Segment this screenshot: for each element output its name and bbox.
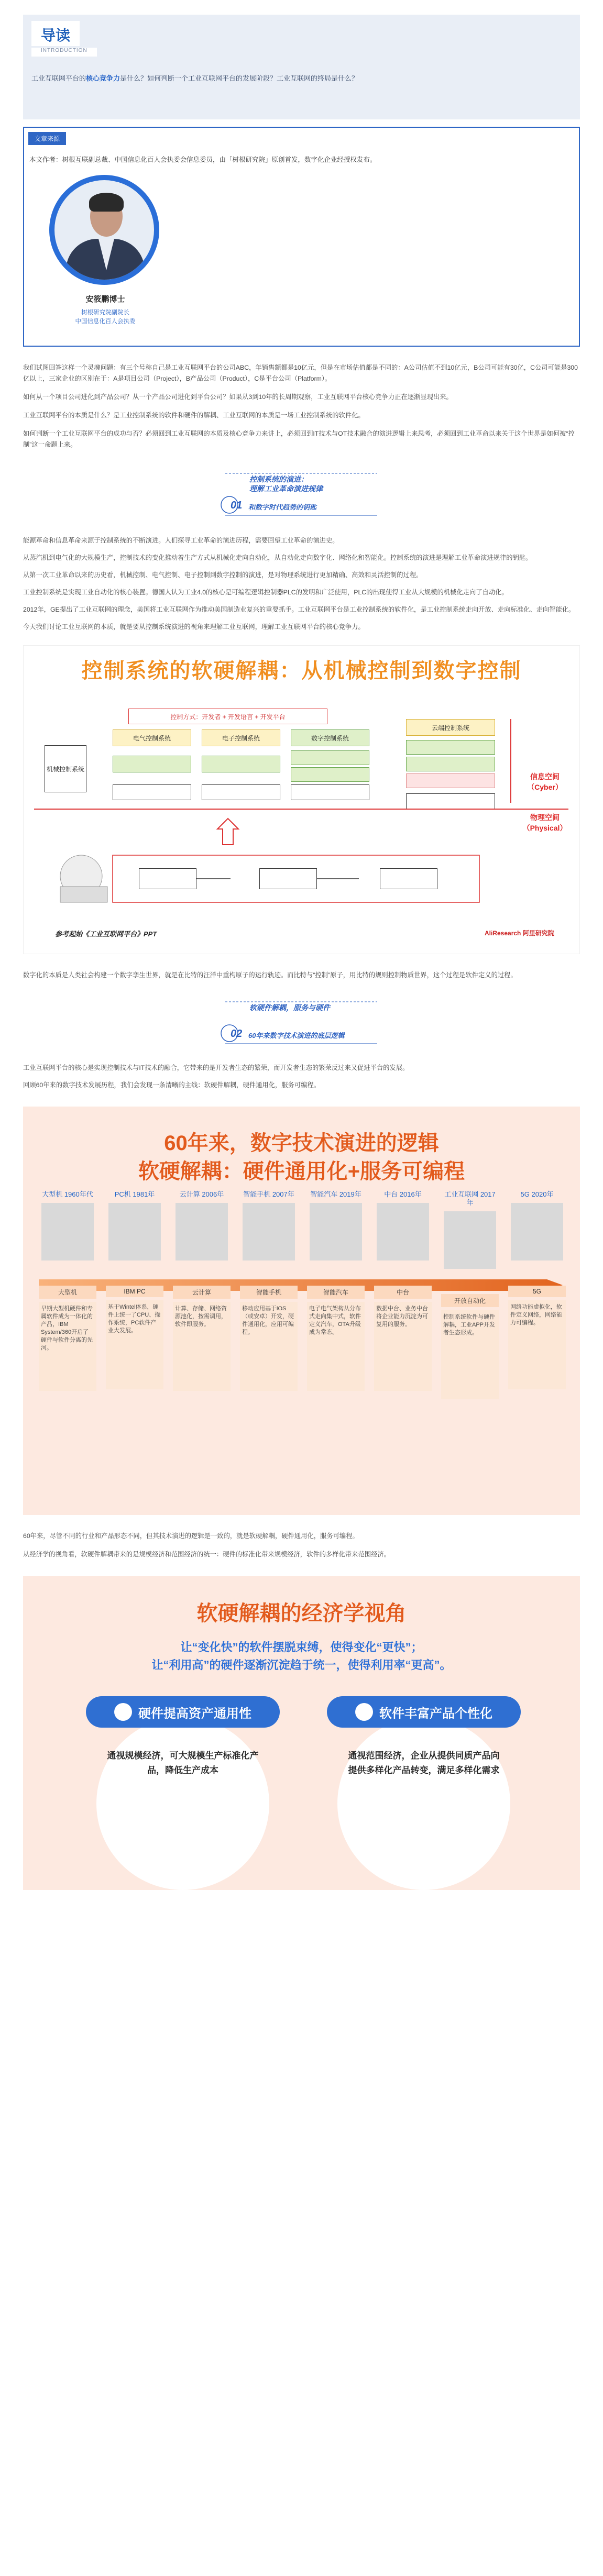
section-heading-2 (220, 991, 388, 1054)
section-1-number: 01 (231, 500, 243, 511)
era-label: 云计算 2006年 (179, 1190, 224, 1198)
bridge-paragraph: 从经济学的视角看，软硬件解耦带来的是规模经济和范围经济的统一：硬件的标准化带来规模经济，软件的多样化带来范围经济。 (23, 1551, 390, 1558)
era-column (240, 1190, 298, 1391)
era-column (441, 1190, 499, 1399)
control-system-diagram (23, 645, 580, 954)
era-label: 中台 2016年 (384, 1190, 422, 1198)
intro-paragraph: 如何判断一个工业互联网平台的成功与否？必须回到工业互联网的本质及核心竞争力来讲上，必须回到IT技术与OT技术融合的演进逻辑上来思考，必须回到工业革命以来关于这个世界是如何被“控制”这一命题上来。 (23, 430, 575, 448)
section-paragraph: 回顾60年来的数字技术发展历程，我们会发现一条清晰的主线：软硬件解耦，硬件通用化，服务可编程。 (23, 1081, 321, 1089)
era-description: 基于Wintel体系，硬件上统一了CPU、操作系统，PC软件产业大发展。 (106, 1300, 163, 1389)
era-name: 开放自动化 (441, 1294, 499, 1307)
section-2-title: 软硬件解耦，服务与硬件 (249, 1003, 330, 1012)
hardware-text: 通视规模经济，可大规模生产标准化产品，降低生产成本 (107, 1751, 259, 1775)
era-column (173, 1190, 231, 1391)
intro-highlight: 核心竞争力 (86, 74, 120, 82)
era-name: 大型机 (39, 1286, 96, 1299)
era-name: 5G (508, 1286, 566, 1297)
diagram-title: 60年来，数字技术演进的逻辑 (164, 1132, 439, 1155)
author-card (23, 127, 580, 347)
section-paragraph: 今天我们讨论工业互联网的本质，就是要从控制系统演进的视角来理解工业互联网，理解工业互联网平台的核心竞争力。 (23, 623, 365, 631)
software-pill: 软件丰富产品个性化 (327, 1696, 521, 1728)
era-label: 工业互联网 2017年 (444, 1190, 496, 1207)
section-decor-icon (220, 991, 388, 1054)
era-description: 移动应用基于iOS（或安卓）开发，硬件通用化，应用可编程。 (240, 1302, 298, 1391)
row-label-digital: 数字控制系统 (291, 729, 369, 746)
author-name: 安筱鹏博士 (85, 295, 125, 304)
section-2-subtitle: 60年来数字技术演进的底层逻辑 (248, 1032, 345, 1040)
diagram-title: 软硬解耦的经济学视角 (196, 1602, 407, 1625)
section-paragraph: 数字化的本质是人类社会构建一个数字孪生世界，就是在比特的汪洋中重构原子的运行轨迹。而比特与“控制”原子，用比特的规则控制物质世界，这个过程是软件定义的过程。 (23, 971, 517, 979)
section-2-number: 02 (231, 1028, 243, 1040)
hardware-icon (114, 1703, 132, 1721)
era-column (508, 1190, 566, 1389)
source-tag: 文章来源 (28, 132, 66, 145)
intro-title: 导读 (31, 21, 80, 46)
digital-evolution-diagram (23, 1107, 580, 1515)
era-image (511, 1203, 563, 1261)
hardware-pill: 硬件提高资产通用性 (86, 1696, 280, 1728)
intro-text: 工业互联网平台的核心竞争力是什么？如何判断一个工业互联网平台的发展阶段？工业互联网的终局是什么？ (31, 74, 359, 82)
era-description: 早期大型机硬件和专属软件成为一体化的产品，IBM System/360开启了硬件与软件分离的先河。 (39, 1302, 96, 1391)
section-paragraph: 工业互联网平台的核心是实现控制技术与IT技术的融合，它带来的是开发者生态的繁荣，而开发者生态的繁荣反过来又促进平台的发展。 (23, 1064, 409, 1071)
software-icon (355, 1703, 373, 1721)
bridge-paragraph: 60年来，尽管不同的行业和产品形态不同，但其技术演进的逻辑是一致的，就是软硬解耦，硬件通用化，服务可编程。 (23, 1532, 359, 1540)
intro-paragraph: 如何从一个项目公司进化到产品公司？从一个产品公司进化到平台公司？如果从3到10年的长周期观察，工业互联网平台核心竞争力正在逐渐显现出来。 (23, 393, 453, 401)
transmission-device-box (259, 868, 317, 889)
aliresearch-logo: AliResearch 阿里研究院 (485, 930, 554, 937)
article-page (0, 15, 603, 1911)
era-column (374, 1190, 432, 1391)
intro-paragraph: 工业互联网平台的本质是什么？是工业控制系统的软件和硬件的解耦、工业互联网的本质是一场工业控制系统的软件化。 (23, 412, 365, 419)
left-circle (96, 1717, 269, 1890)
author-title: 树根研究院副院长 中国信息化百人会执委 (75, 309, 136, 325)
era-label: PC机 1981年 (114, 1190, 155, 1198)
era-image (41, 1203, 94, 1261)
era-label: 智能手机 2007年 (243, 1190, 294, 1198)
era-column (106, 1190, 163, 1389)
era-image (243, 1203, 295, 1261)
era-name: IBM PC (106, 1286, 163, 1297)
era-name: 智能手机 (240, 1286, 298, 1299)
physical-space-label: 物理空间（Physical） (522, 813, 567, 832)
diagram-subtitle: 让“变化快”的软件摆脱束缚，使得变化“更快”； 让“利用高”的硬件逐渐沉淀趋于统一，使得利用率“更高”。 (151, 1641, 452, 1672)
avatar (49, 175, 159, 285)
era-description: 数据中台、业务中台将企业能力沉淀为可复用的服务。 (374, 1302, 432, 1391)
right-circle (337, 1717, 510, 1890)
era-image (176, 1203, 228, 1261)
era-image (444, 1211, 496, 1269)
diagram-subtitle: 软硬解耦：硬件通用化+服务可编程 (138, 1160, 465, 1183)
section-paragraph: 2012年，GE提出了工业互联网的理念，美国将工业互联网作为推动美国制造业复兴的重要抓手。工业互联网平台是工业控制系统的软件化，是工业控制系统走向开放、走向标准化、走向智能化。 (23, 606, 575, 613)
row-label-electrical: 电气控制系统 (113, 729, 191, 746)
section-1-subtitle: 和数字时代趋势的钥匙 (248, 503, 317, 511)
era-label: 5G 2020年 (520, 1190, 554, 1198)
row-label-mechanical: 机械控制系统 (45, 745, 86, 792)
era-label: 大型机 1960年代 (42, 1190, 93, 1198)
era-image (377, 1203, 429, 1261)
section-heading-1 (220, 463, 388, 526)
era-name: 智能汽车 (307, 1286, 365, 1299)
era-image (310, 1203, 362, 1261)
actuator-device-box (380, 868, 437, 889)
author-photo (49, 175, 159, 285)
intro-box (23, 15, 580, 119)
era-description: 电子电气架构从分布式走向集中式，软件定义汽车，OTA升级成为常态。 (307, 1302, 365, 1391)
era-description: 控制系统软件与硬件解耦，工业APP开发者生态形成。 (441, 1310, 499, 1399)
row-label-electronic: 电子控制系统 (202, 729, 280, 746)
section-paragraph: 从蒸汽机到电气化的大规模生产，控制技术的变化推动着生产方式从机械化走向自动化，从自动化走向数字化、网络化和智能化。控制系统的演进是理解工业革命演进规律的钥匙。 (23, 554, 532, 561)
section-paragraph: 能源革命和信息革命来源于控制系统的不断演进。人们探寻工业革命的演进历程，需要回望工业革命的演进史。 (23, 537, 339, 544)
economics-diagram (23, 1576, 580, 1890)
era-label: 智能汽车 2019年 (310, 1190, 361, 1198)
era-name: 云计算 (173, 1286, 231, 1299)
era-description: 网络功能虚拟化，软件定义网络，网络能力可编程。 (508, 1300, 566, 1389)
cyber-space-label: 信息空间（Cyber） (527, 772, 563, 791)
section-paragraph: 工业控制系统是实现工业自动化的核心装置。德国人认为工业4.0的核心是可编程逻辑控制器PLC的发明和广泛使用，PLC的出现使得工业从大规模的机械化走向了自动化。 (23, 589, 508, 596)
diagram-footnote: 参考起始《工业互联网平台》PPT (55, 930, 157, 938)
era-name: 中台 (374, 1286, 432, 1299)
era-column (39, 1190, 96, 1391)
section-paragraph: 从第一次工业革命以来的历史看，机械控制、电气控制、电子控制到数字控制的演进，是对物理系统进行更加精确、高效和灵活控制的过程。 (23, 571, 423, 579)
era-image (108, 1203, 161, 1261)
intro-subtitle: INTRODUCTION (31, 48, 97, 57)
era-column (307, 1190, 365, 1391)
intro-paragraph: 我们试图回答这样一个灵魂问题：有三个号称自己是工业互联网平台的公司ABC，年销售额都是10亿元，但是在市场估值都是不同的：A公司估值不到10亿元，B公司可能有30亿，C公司可能是300亿以上，三家企业的区别在于：A是项目公司（Project），B产品公司（Product），C是平台公司（Platform）。 (23, 364, 578, 382)
diagram-title: 控制系统的软硬解耦：从机械控制到数字控制 (81, 659, 522, 682)
section-decor-icon (220, 463, 388, 526)
row-label-cloud: 云端控制系统 (406, 719, 495, 736)
software-text: 通视范围经济，企业从提供同质产品向提供多样化产品转变，满足多样化需求 (348, 1751, 500, 1775)
diagram-connectors-icon (24, 646, 580, 955)
section-1-title: 控制系统的演进： 理解工业革命演进规律 (249, 475, 323, 493)
era-description: 计算、存储、网络资源池化，按需调用，软件即服务。 (173, 1302, 231, 1391)
power-device-box (139, 868, 196, 889)
control-mode-bar: 控制方式：开发者 + 开发语言 + 开发平台 (128, 709, 327, 724)
author-intro-line: 本文作者：树根互联副总裁、中国信息化百人会执委会信息委员，由「树根研究院」原创首发，数字化企业经授权发布。 (29, 156, 377, 163)
